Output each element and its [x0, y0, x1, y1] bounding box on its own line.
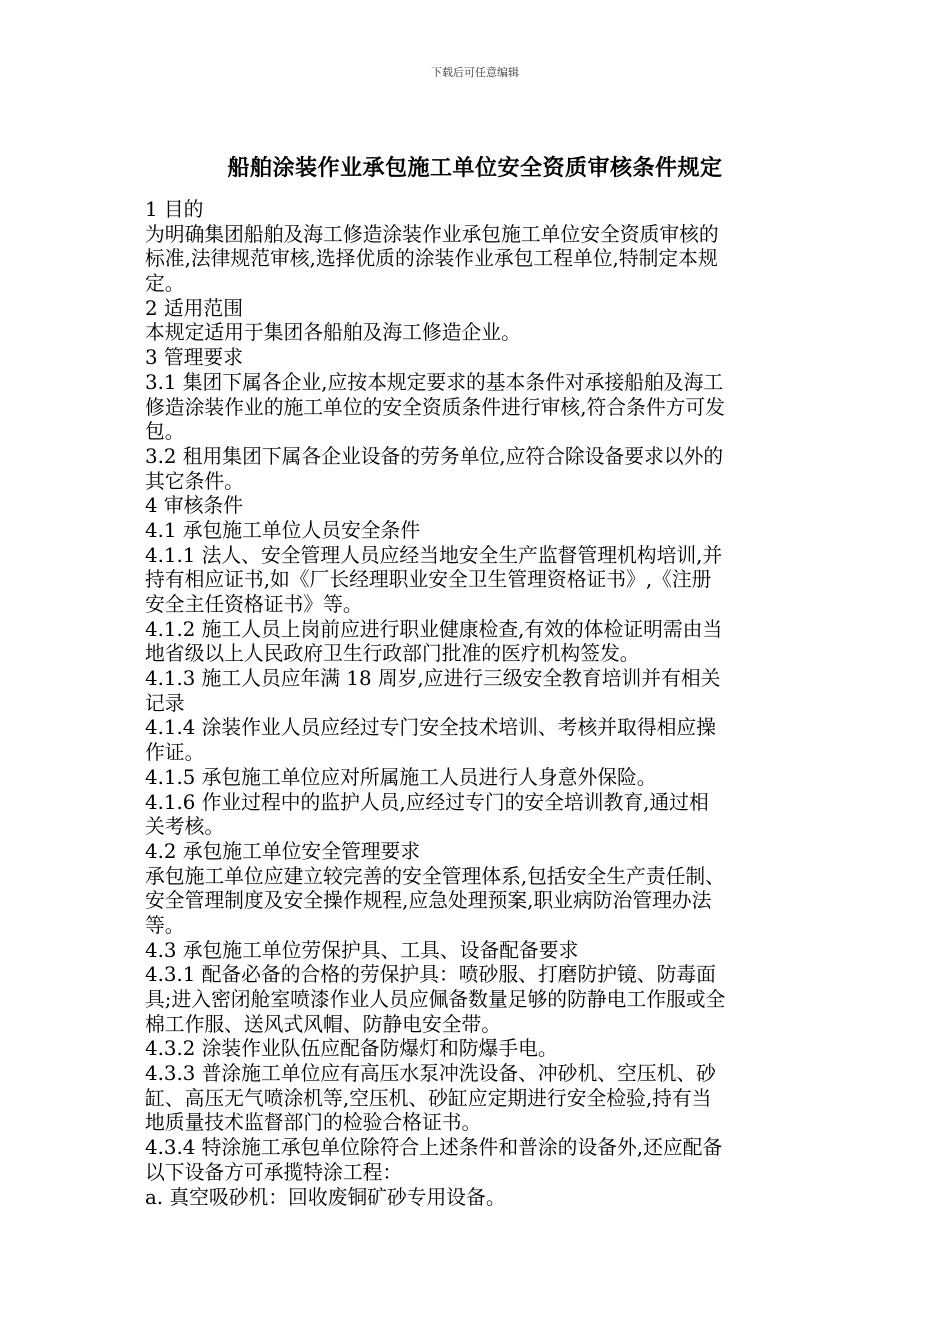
document-body: [145, 198, 811, 1210]
document-line: a. 真空吸砂机：回收废铜矿砂专用设备。: [145, 1185, 506, 1209]
document-line: 4.3.3 普涂施工单位应有高压水泵冲洗设备、冲砂机、空压机、砂: [145, 1062, 716, 1086]
document-line: 1 目的: [145, 198, 204, 221]
document-line: 4.2 承包施工单位安全管理要求: [145, 839, 421, 863]
document-line: 缸、高压无气喷涂机等,空压机、砂缸应定期进行安全检验,持有当: [145, 1086, 712, 1110]
document-line: 标准,法律规范审核,选择优质的涂装作业承包工程单位,特制定本规: [145, 247, 718, 271]
document-line: 地质量技术监督部门的检验合格证书。: [145, 1111, 482, 1135]
document-line: 4.1.6 作业过程中的监护人员,应经过专门的安全培训教育,通过相: [145, 790, 709, 814]
document-line: 持有相应证书,如《厂长经理职业安全卫生管理资格证书》,《注册: [145, 568, 712, 592]
document-line: 地省级以上人民政府卫生行政部门批准的医疗机构签发。: [145, 642, 640, 666]
document-line: 安全管理制度及安全操作规程,应急处理预案,职业病防治管理办法: [145, 889, 712, 913]
document-line: 2 适用范围: [145, 296, 243, 320]
document-line: 安全主任资格证书》等。: [145, 593, 363, 616]
document-line: 4.3.2 涂装作业队伍应配备防爆灯和防爆手电。: [145, 1037, 558, 1061]
document-line: 4 审核条件: [145, 494, 243, 518]
document-title: 船舶涂装作业承包施工单位安全资质审核条件规定: [227, 156, 723, 181]
document-line: 修造涂装作业的施工单位的安全资质条件进行审核,符合条件方可发: [145, 395, 725, 419]
document-line: 以下设备方可承揽特涂工程：: [145, 1160, 403, 1184]
document-line: 3.2 租用集团下属各企业设备的劳务单位,应符合除设备要求以外的: [145, 444, 724, 468]
page-header: 下载后可任意编辑: [431, 66, 519, 79]
document-line: 等。: [145, 913, 185, 937]
document-line: 为明确集团船舶及海工修造涂装作业承包施工单位安全资质审核的: [145, 222, 719, 246]
document-line: 4.1 承包施工单位人员安全条件: [145, 518, 421, 542]
document-line: 4.1.3 施工人员应年满 18 周岁,应进行三级安全教育培训并有相关: [145, 667, 721, 691]
document-line: 3 管理要求: [145, 346, 243, 370]
document-line: 4.3.1 配备必备的合格的劳保护具：喷砂服、打磨防护镜、防毒面: [145, 963, 716, 987]
document-line: 4.3.4 特涂施工承包单位除符合上述条件和普涂的设备外,还应配备: [145, 1136, 723, 1160]
document-line: 关考核。: [145, 815, 225, 839]
document-line: 3.1 集团下属各企业,应按本规定要求的基本条件对承接船舶及海工: [145, 370, 724, 394]
document-line: 4.1.2 施工人员上岗前应进行职业健康检查,有效的体检证明需由当: [145, 617, 723, 641]
document-line: 棉工作服、送风式风帽、防静电安全带。: [145, 1012, 502, 1036]
document-line: 4.1.5 承包施工单位应对所属施工人员进行人身意外保险。: [145, 765, 657, 789]
document-line: 记录: [145, 691, 185, 715]
document-line: 定。: [145, 272, 185, 296]
document-line: 4.3 承包施工单位劳保护具、工具、设备配备要求: [145, 938, 579, 962]
document-line: 其它条件。: [145, 469, 244, 493]
document-line: 包。: [145, 420, 185, 444]
document-line: 承包施工单位应建立较完善的安全管理体系,包括安全生产责任制、: [145, 864, 725, 888]
document-line: 4.1.1 法人、安全管理人员应经当地安全生产监督管理机构培训,并: [145, 543, 723, 567]
document-line: 4.1.4 涂装作业人员应经过专门安全技术培训、考核并取得相应操: [145, 716, 716, 740]
document-line: 具;进入密闭舱室喷漆作业人员应佩备数量足够的防静电工作服或全: [145, 988, 726, 1011]
document-line: 本规定适用于集团各船舶及海工修造企业。: [145, 321, 521, 345]
document-line: 作证。: [145, 741, 205, 765]
